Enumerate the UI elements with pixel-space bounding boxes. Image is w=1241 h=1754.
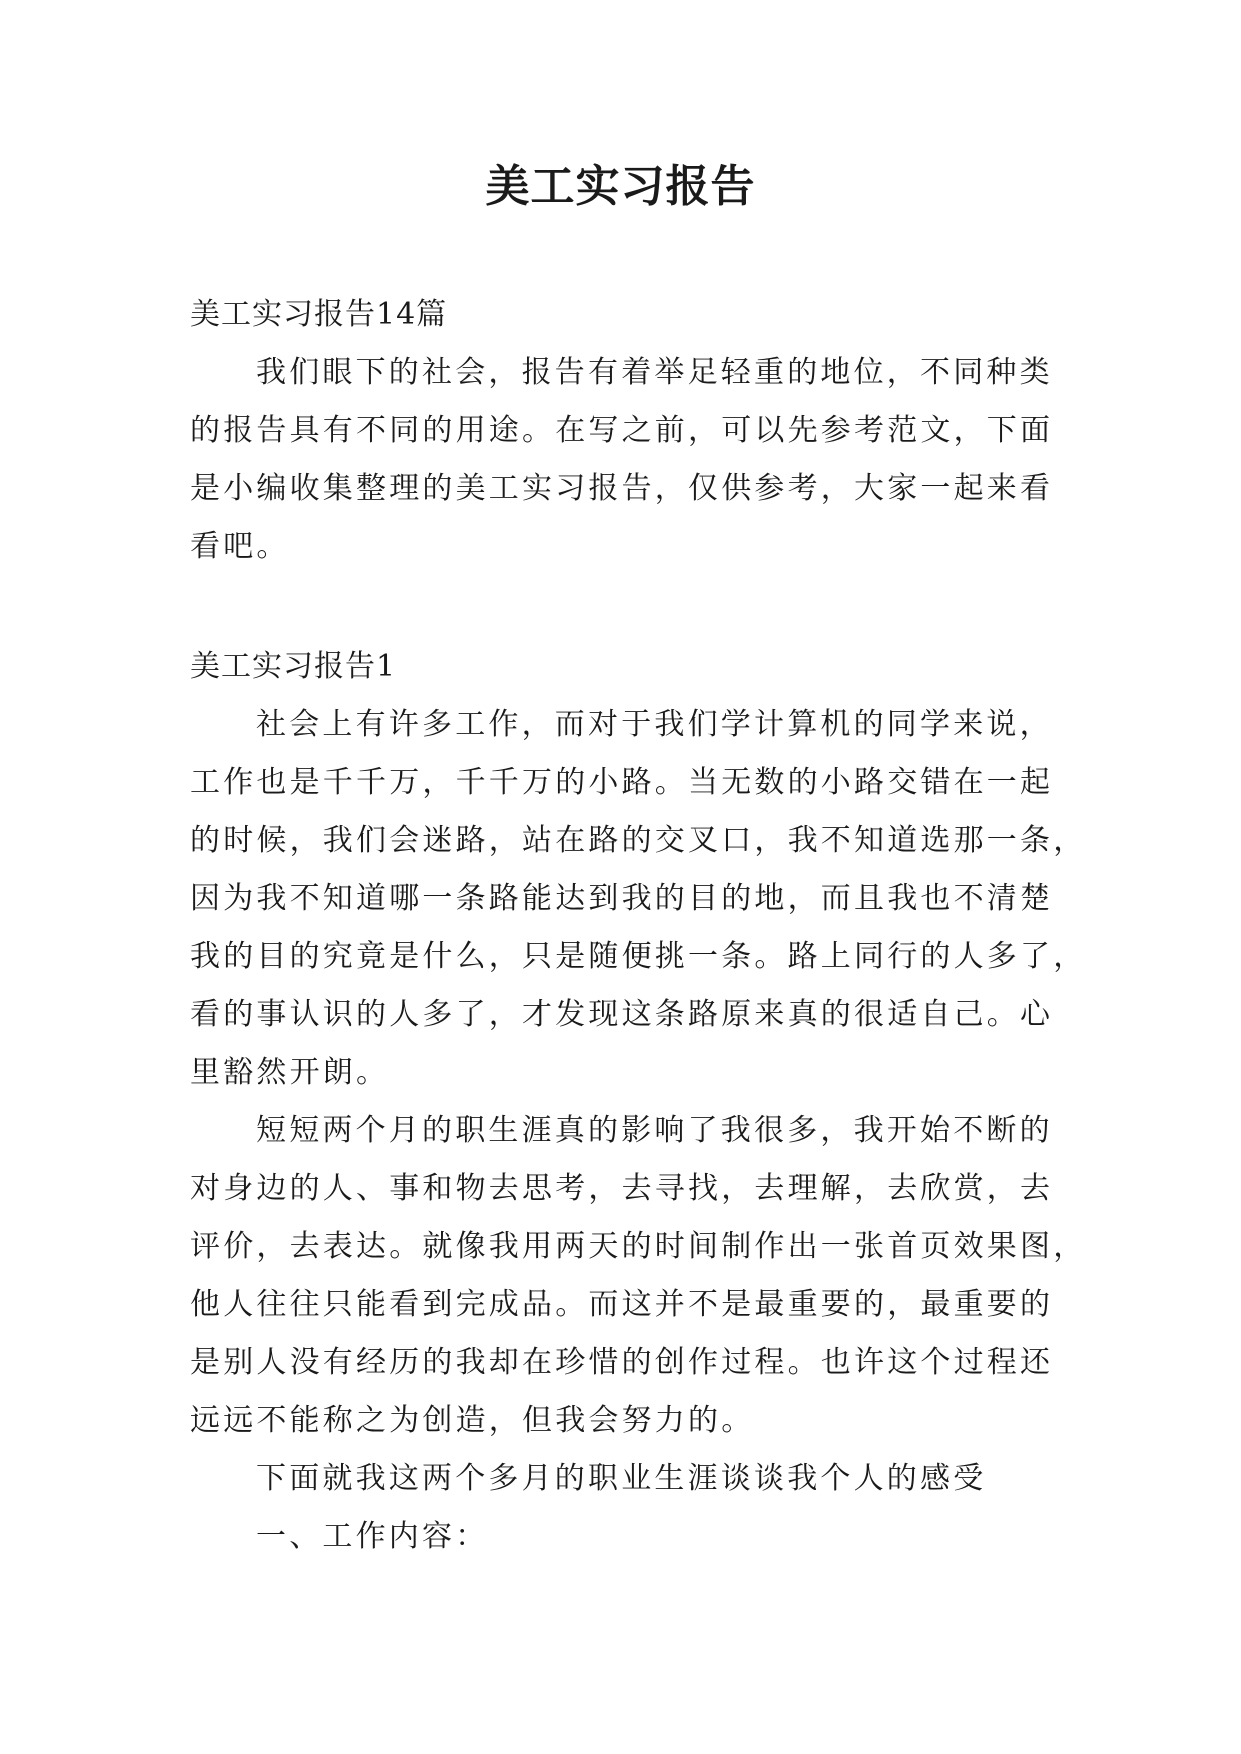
paragraph-line: 他人往往只能看到完成品。而这并不是最重要的，最重要的 xyxy=(190,1287,1054,1322)
paragraph-line: 短短两个月的职生涯真的影响了我很多，我开始不断的 xyxy=(256,1113,1053,1148)
paragraph-line: 社会上有许多工作，而对于我们学计算机的同学来说， xyxy=(256,707,1053,742)
document-title: 美工实习报告 xyxy=(485,161,756,212)
document-body xyxy=(190,286,1087,1566)
body-paragraph xyxy=(190,696,1087,1102)
collection-subtitle: 美工实习报告14篇 xyxy=(190,297,448,332)
paragraph-line: 的时候，我们会迷路，站在路的交叉口，我不知道选那一条， xyxy=(190,823,1087,858)
paragraph-line: 工作也是千千万，千千万的小路。当无数的小路交错在一起 xyxy=(190,765,1054,800)
paragraph-line: 我的目的究竟是什么，只是随便挑一条。路上同行的人多了， xyxy=(190,939,1087,974)
intro-paragraph xyxy=(190,344,1058,576)
intro-line: 看吧。 xyxy=(190,529,290,564)
intro-line: 我们眼下的社会，报告有着举足轻重的地位，不同种类 xyxy=(256,355,1053,390)
intro-line: 的报告具有不同的用途。在写之前，可以先参考范文，下面 xyxy=(190,413,1054,448)
paragraph-line: 对身边的人、事和物去思考，去寻找，去理解，去欣赏，去 xyxy=(190,1171,1054,1206)
paragraph-line: 因为我不知道哪一条路能达到我的目的地，而且我也不清楚 xyxy=(190,881,1054,916)
paragraph-line: 看的事认识的人多了，才发现这条路原来真的很适自己。心 xyxy=(190,997,1054,1032)
intro-line: 是小编收集整理的美工实习报告，仅供参考，大家一起来看 xyxy=(190,471,1054,506)
body-paragraph: 下面就我这两个多月的职业生涯谈谈我个人的感受 xyxy=(256,1461,987,1496)
list-heading: 一、工作内容： xyxy=(256,1519,489,1554)
paragraph-line: 评价，去表达。就像我用两天的时间制作出一张首页效果图， xyxy=(190,1229,1087,1264)
paragraph-line: 远远不能称之为创造，但我会努力的。 xyxy=(190,1403,755,1438)
body-paragraph xyxy=(190,1102,1087,1450)
section-spacer xyxy=(190,576,1058,638)
paragraph-line: 是别人没有经历的我却在珍惜的创作过程。也许这个过程还 xyxy=(190,1345,1054,1380)
paragraph-line: 里豁然开朗。 xyxy=(190,1055,390,1090)
section-heading: 美工实习报告1 xyxy=(190,649,397,684)
